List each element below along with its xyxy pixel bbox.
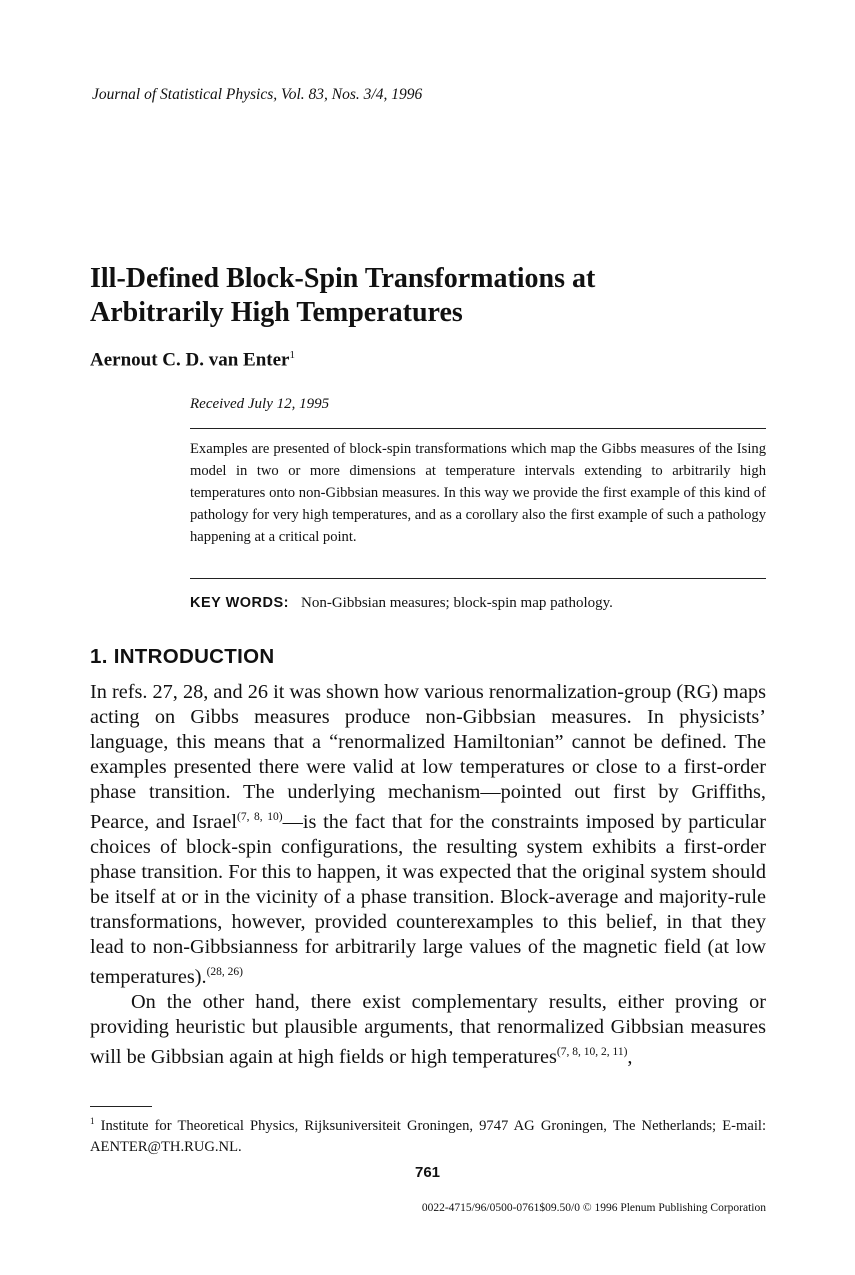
footnote-mark: 1 [90, 1116, 95, 1126]
copyright-line: 0022-4715/96/0500-0761$09.50/0 © 1996 Plenum Publishing Corporation [421, 1202, 766, 1214]
abstract-top-rule [190, 428, 766, 429]
paragraph-2 [90, 990, 766, 1070]
body-text [90, 680, 766, 1069]
paper-title [90, 262, 790, 330]
title-line-1: Ill-Defined Block-Spin Transformations at [90, 263, 596, 294]
abstract-bottom-rule [190, 578, 766, 579]
journal-citation: Journal of Statistical Physics, Vol. 83, Nos. 3/4, 1996 [92, 86, 423, 103]
para1-text-a: In refs. 27, 28, and 26 it was shown how various renormalization-group (RG) maps acting on Gibbs measures produce non-Gibbsian measures. In physicists’ language, this means that a “renormalized Hamiltonian” cannot be defined. The examples presented there were valid at low temperatures or close to a first-order phase transition. The underlying mechanism—pointed out first by Griffiths, Pearce, and Israel [90, 681, 766, 833]
citation-ref: (7, 8, 10, 2, 11) [556, 1045, 628, 1058]
footnote [90, 1111, 766, 1158]
para1-text-b: —is the fact that for the constraints imposed by particular choices of block-spin configurations, the resulting system exhibits a first-order phase transition. For this to happen, it was expected that the original system should be itself at or in the vicinity of a phase transition. Block-average and majority-rule transformations, however, provided counterexamples to this belief, in that they lead to non-Gibbsianness for arbitrarily large values of the magnetic field (at low temperatures). [90, 810, 766, 988]
footnote-rule [90, 1106, 152, 1107]
keywords-label: KEY WORDS: [190, 595, 289, 611]
footnote-text: Institute for Theoretical Physics, Rijksuniversiteit Groningen, 9747 AG Groningen, The Netherlands; E-mail: AENTER@TH.RUG.NL. [90, 1117, 766, 1155]
received-date: Received July 12, 1995 [190, 396, 330, 412]
title-line-2: Arbitrarily High Temperatures [90, 297, 463, 328]
section-heading: 1. INTRODUCTION [90, 645, 275, 668]
author-footnote-mark: 1 [289, 349, 295, 361]
abstract: Examples are presented of block-spin transformations which map the Gibbs measures of the Ising model in two or more dimensions at temperature intervals extending to arbitrarily high temperatures onto non-Gibbsian measures. In this way we provide the first example of this kind of pathology for very high temperatures, and as a corollary also the first example of such a pathology happening at a critical point. [190, 441, 766, 545]
keywords-text: Non-Gibbsian measures; block-spin map pathology. [301, 595, 613, 611]
author [90, 349, 295, 371]
para2-text-b: , [627, 1045, 633, 1068]
para2-text-a: On the other hand, there exist complementary results, either proving or providing heuristic but plausible arguments, that renormalized Gibbsian measures will be Gibbsian again at high fields or high temperatures [90, 990, 766, 1068]
citation-ref: (28, 26) [206, 965, 243, 978]
citation-ref: (7, 8, 10) [237, 811, 283, 823]
author-name: Aernout C. D. van Enter [90, 349, 290, 371]
page-number: 761 [414, 1164, 441, 1181]
paragraph-1 [90, 680, 766, 990]
keywords [190, 595, 613, 612]
